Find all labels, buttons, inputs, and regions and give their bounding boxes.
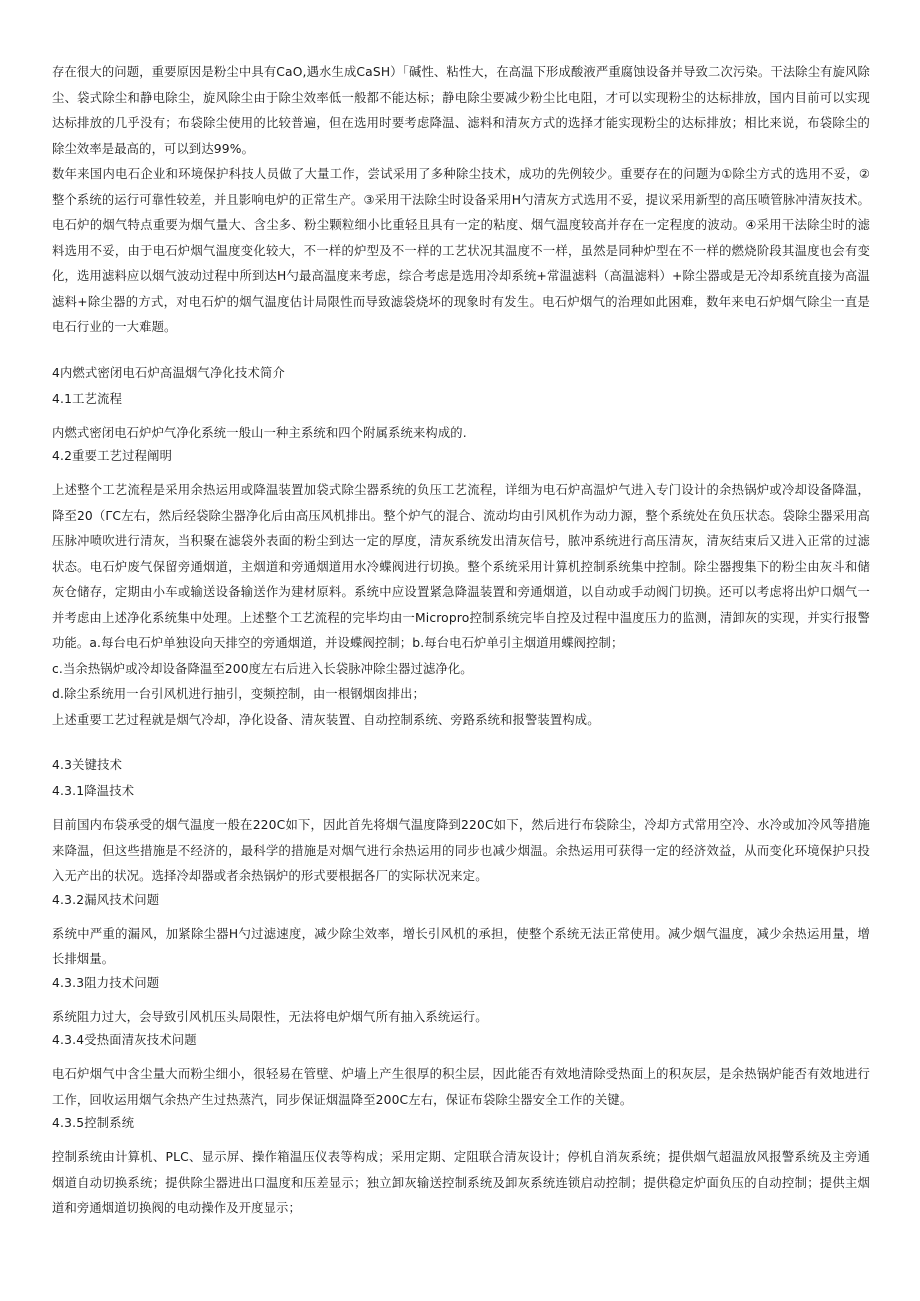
section-heading-4-3-4: 4.3.4受热面清灰技术问题 [52, 1033, 197, 1047]
paragraph-item-d: d.除尘系统用一台引风机进行抽引，变频控制，由一根钢烟囱排出； [52, 687, 425, 701]
paragraph-process-description: 上述整个工艺流程是采用余热运用或降温装置加袋式除尘器系统的负压工艺流程，详细为电石炉高温炉气进入专门设计的余热锅炉或冷却设备降温，降至20（ΓC左右，然后经袋除尘器净化后由高压风机排出。整个炉气的混合、流动均由引风机作为动力源，整个系统处在负压状态。袋除尘器采用高压脉冲喷吹进行清灰，当积聚在滤袋外表面的粉尘到达一定的厚度，清灰系统发出清灰信号，脓冲系统进行高压清灰，清灰结束后又进入正常的过滤状态。电石炉废气保留旁通烟道，主烟道和旁通烟道用水冷蝶阀进行切换。整个系统采用计算机控制系统集中控制。除尘器搜集下的粉尘由灰斗和储灰仓储存，定期由小车或输送设备输送作为建材原料。系统中应设置紧急降温装置和旁通烟道，以自动或手动阀门切换。还可以考虑将出炉口烟气一并考虑由上述净化系统集中处理。上述整个工艺流程的完毕均由一Micropro控制系统完毕自控及过程中温度压力的监测，清卸灰的实现，并实行报警功能。a.每台电石炉单独设向天排空的旁通烟道，并设蝶阀控制；b.每台电石炉单引主烟道用蝶阀控制； [52, 483, 870, 650]
paragraph-process-flow: 内燃式密闭电石炉炉气净化系统一般山一种主系统和四个附属系统来构成的. [52, 425, 467, 440]
document-page [52, 60, 870, 1222]
paragraph-item-c: c.当余热锅炉或冷却设备降温至200度左右后进入长袋脉冲除尘器过滤净化。 [52, 661, 473, 676]
section-heading-4-3-5: 4.3.5控制系统 [52, 1116, 135, 1130]
section-heading-4-2: 4.2重要工艺过程阐明 [52, 449, 173, 463]
section-heading-4-3-3: 4.3.3阻力技术问题 [52, 975, 160, 990]
paragraph-air-leak: 系统中严重的漏风，加紧除尘器H勺过滤速度，减少除尘效率，增长引风机的承担，使整个系统无法正常使用。减少烟气温度，减少余热运用量，增长排烟量。 [52, 926, 870, 966]
paragraph-control-system: 控制系统由计算机、PLC、显示屏、操作箱温压仪表等构成；采用定期、定阻联合清灰设计；停机自消灰系统；提供烟气超温放风报警系统及主旁通烟道自动切换系统；提供除尘器进出口温度和压差显示；独立卸灰输送控制系统及卸灰系统连锁启动控制；提供稳定炉面负压的自动控制；提供主烟道和旁通烟道切换阀的电动操作及开度显示； [52, 1150, 870, 1215]
section-heading-4-3-1: 4.3.1降温技术 [52, 784, 135, 798]
section-heading-4-3-2: 4.3.2漏风技术问题 [52, 892, 160, 907]
paragraph-dust-problem: 存在很大的问题，重要原因是粉尘中具有CaO,遇水生成CaSH）「碱性、粘性大，在高温下形成酸液严重腐蚀设备并导致二次污染。干法除尘有旋风除尘、袋式除尘和静电除尘，旋风除尘由于除尘效率低一般都不能达标；静电除尘要减少粉尘比电阻，才可以实现粉尘的达标排放，国内目前可以实现达标排放的几乎没有；布袋除尘使用的比较普遍，但在选用时要考虑降温、滤料和清灰方式的选择才能实现粉尘的达标排放；相比来说，布袋除尘的除尘效率是最高的，可以到达99%。 [52, 65, 870, 156]
paragraph-research-history: 数年来国内电石企业和环境保护科技人员做了大量工作，尝试采用了多种除尘技术，成功的先例较少。重要存在的问题为①除尘方式的选用不妥，②整个系统的运行可靠性较差，并且影响电炉的正常生产。③采用干法除尘时设备采用H勺清灰方式选用不妥，提议采用新型的高压喷管脉冲清灰技术。电石炉的烟气特点重要为烟气量大、含尘多、粉尘颗粒细小比重轻且具有一定的粘度、烟气温度较高并存在一定程度的波动。④采用干法除尘时的滤料选用不妥，由于电石炉烟气温度变化较大，不一样的炉型及不一样的工艺状况其温度不一样，虽然是同种炉型在不一样的燃烧阶段其温度也会有变化，选用滤料应以烟气波动过程中所到达H勺最高温度来考虑，综合考虑是选用冷却系统+常温滤料（高温滤料）+除尘器或是无冷却系统直接为高温滤料+除尘器的方式，对电石炉的烟气温度估计局限性而导致滤袋烧坏的现象时有发生。电石炉烟气的治理如此困难，数年来电石炉烟气除尘一直是电石行业的一大难题。 [52, 167, 870, 334]
section-heading-4-1: 4.1工艺流程 [52, 391, 123, 406]
section-heading-4-3: 4.3关键技术 [52, 758, 123, 772]
paragraph-process-summary: 上述重要工艺过程就是烟气冷却，净化设备、清灰装置、自动控制系统、旁路系统和报警装置构成。 [52, 712, 600, 727]
paragraph-cooling-tech: 目前国内布袋承受的烟气温度一般在220C如下，因此首先将烟气温度降到220C如下，然后进行布袋除尘，冷却方式常用空冷、水冷或加冷风等措施来降温，但这些措施是不经济的，最科学的措施是对烟气进行余热运用的同步也减少烟温。余热运用可获得一定的经济效益，从而变化环境保护只投入无产出的状况。选择冷却器或者余热锅炉的形式要根据各厂的实际状况来定。 [52, 818, 870, 883]
paragraph-heating-surface: 电石炉烟气中含尘量大而粉尘细小，很轻易在管壁、炉墙上产生很厚的积尘层，因此能否有效地清除受热面上的积灰层，是余热锅炉能否有效地进行工作，回收运用烟气余热产生过热蒸汽，同步保证烟温降至200C左右，保证布袋除尘器安全工作的关键。 [52, 1067, 870, 1107]
section-heading-4: 4内燃式密闭电石炉高温烟气净化技术简介 [52, 365, 285, 380]
paragraph-resistance: 系统阻力过大，会导致引风机压头局限性，无法将电炉烟气所有抽入系统运行。 [52, 1009, 488, 1024]
